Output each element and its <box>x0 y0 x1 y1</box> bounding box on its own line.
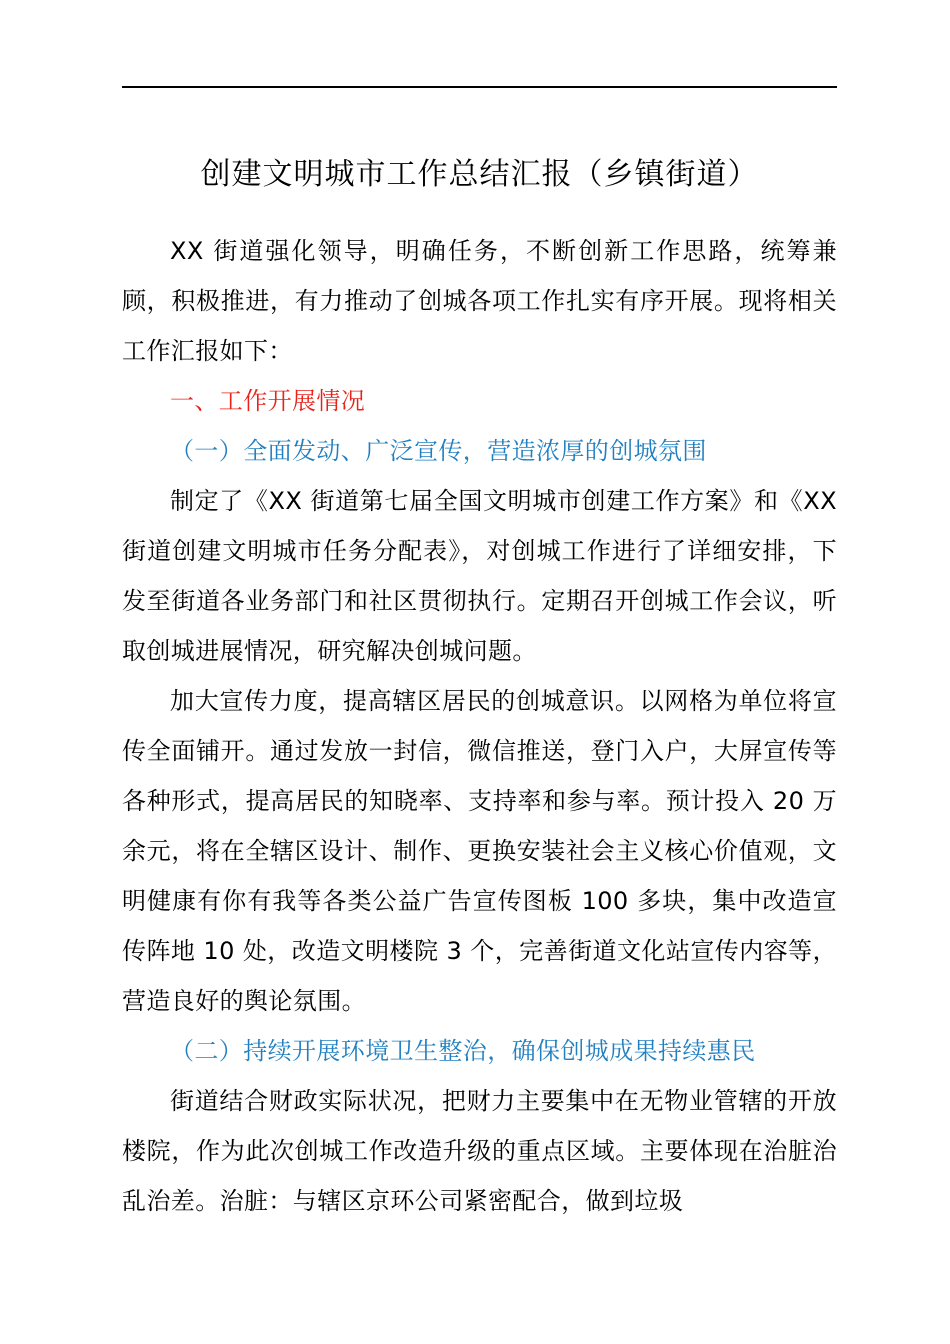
body-paragraph-publicity: 加大宣传力度，提高辖区居民的创城意识。以网格为单位将宣传全面铺开。通过发放一封信，微信推送，登门入户，大屏宣传等各种形式，提高居民的知晓率、支持率和参与率。预计投入 20 万余元，将在全辖区设计、制作、更换安装社会主义核心价值观，文明健康有你有我等各类公益广告宣传图板 100 多块，集中改造宣传阵地 10 处，改造文明楼院 3 个，完善街道文化站宣传内容等，营造良好的舆论氛围。 <box>122 687 837 1015</box>
section-heading-work-progress: 一、工作开展情况 <box>170 387 366 415</box>
document-title: 创建文明城市工作总结汇报（乡镇街道） <box>200 157 759 192</box>
subsection-heading-sanitation: （二）持续开展环境卫生整治，确保创城成果持续惠民 <box>170 1037 756 1065</box>
body-paragraph-sanitation: 街道结合财政实际状况，把财力主要集中在无物业管辖的开放楼院，作为此次创城工作改造升级的重点区域。主要体现在治脏治乱治差。治脏：与辖区京环公司紧密配合，做到垃圾 <box>122 1087 837 1215</box>
body-paragraph-plan: 制定了《XX 街道第七届全国文明城市创建工作方案》和《XX 街道创建文明城市任务分配表》，对创城工作进行了详细安排，下发至街道各业务部门和社区贯彻执行。定期召开创城工作会议，听取创城进展情况，研究解决创城问题。 <box>122 487 837 665</box>
subsection-heading-publicity: （一）全面发动、广泛宣传，营造浓厚的创城氛围 <box>170 437 707 465</box>
document-body <box>122 226 837 1226</box>
intro-paragraph: XX 街道强化领导，明确任务，不断创新工作思路，统筹兼顾，积极推进，有力推动了创城各项工作扎实有序开展。现将相关工作汇报如下： <box>122 237 837 365</box>
header-rule <box>122 86 837 88</box>
